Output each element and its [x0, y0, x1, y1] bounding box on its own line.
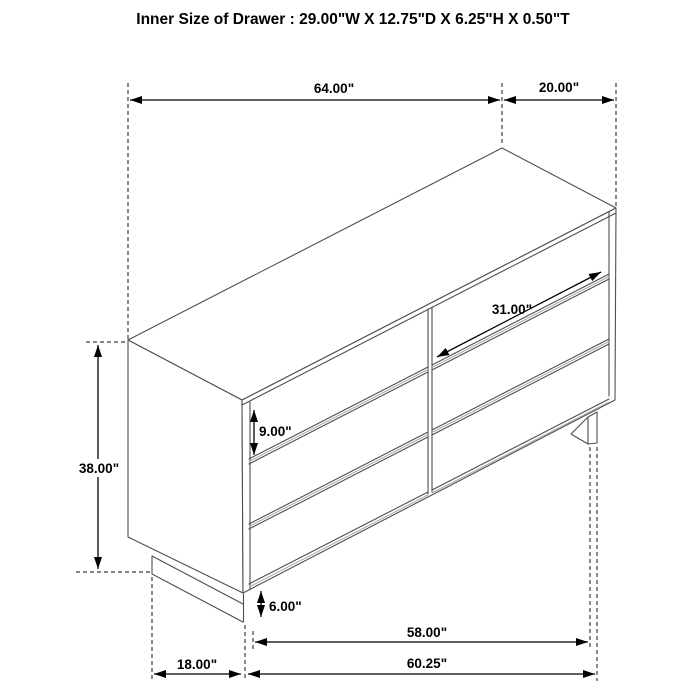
- diagram-title: Inner Size of Drawer : 29.00"W X 12.75"D X 6.25"H X 0.50"T: [136, 11, 570, 28]
- leg-span-front-label: 58.00": [406, 625, 448, 640]
- drawer-height-label: 9.00": [259, 424, 292, 439]
- drawer-width-label: 31.00": [491, 302, 533, 317]
- leg-height-label: 6.00": [269, 599, 302, 614]
- base-width-label: 60.25": [406, 656, 448, 671]
- overall-depth-label: 20.00": [538, 80, 580, 95]
- overall-width-label: 64.00": [313, 81, 355, 96]
- overall-height-label: 38.00": [78, 461, 120, 476]
- base-depth-label: 18.00": [176, 657, 218, 672]
- dresser-drawing: [128, 148, 616, 622]
